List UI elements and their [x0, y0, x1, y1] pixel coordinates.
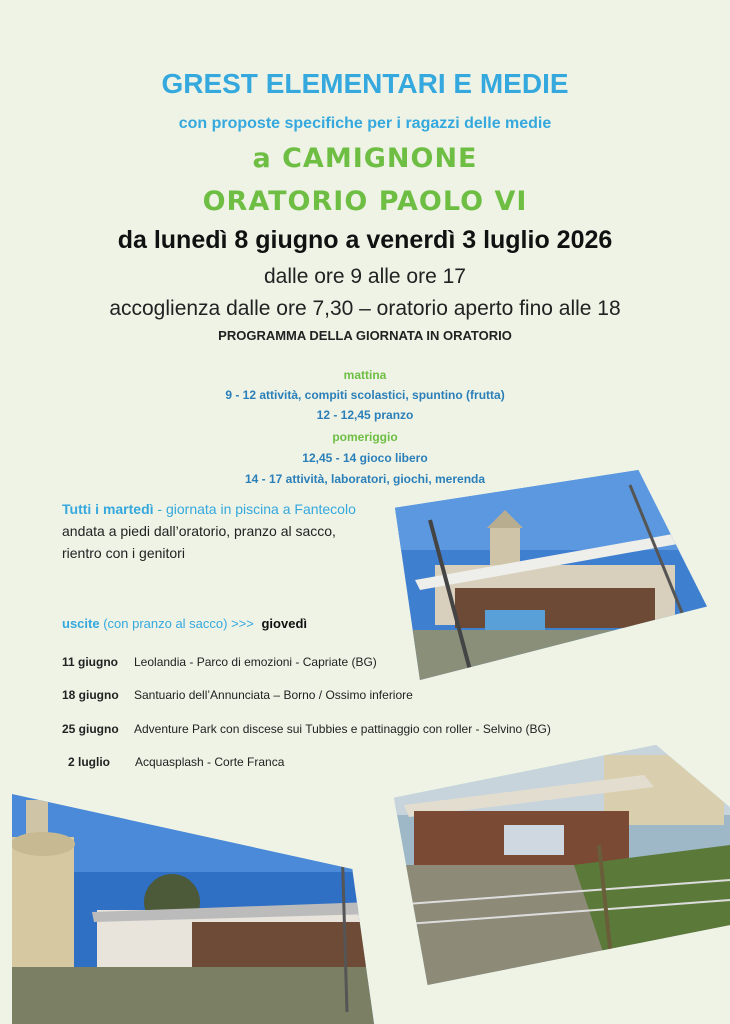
- outing-date: 25 giugno: [62, 722, 119, 736]
- outing-date: 11 giugno: [62, 655, 119, 669]
- outing-desc: Santuario dell’Annunciata – Borno / Ossimo inferiore: [134, 688, 413, 702]
- tuesday-line: [62, 501, 356, 517]
- outing-date: 2 luglio: [68, 755, 110, 769]
- location-line: a CAMIGNONE: [252, 143, 478, 174]
- list-item: [62, 655, 377, 669]
- afternoon-label: pomeriggio: [332, 430, 398, 444]
- oratory-photo-2: [12, 782, 374, 1024]
- opening-hours: dalle ore 9 alle ore 17: [264, 265, 466, 288]
- outings-day: giovedì: [261, 616, 307, 631]
- outing-desc: Adventure Park con discese sui Tubbies e pattinaggio con roller - Selvino (BG): [134, 722, 551, 736]
- subtitle: con proposte specifiche per i ragazzi delle medie: [178, 115, 552, 132]
- reception-hours: accoglienza dalle ore 7,30 – oratorio aperto fino alle 18: [109, 297, 621, 320]
- outings-label: uscite: [62, 616, 100, 631]
- outing-desc: Acquasplash - Corte Franca: [135, 755, 285, 769]
- date-range: da lunedì 8 giugno a venerdì 3 luglio 2026: [117, 226, 613, 254]
- list-item: [62, 722, 551, 736]
- program-heading: PROGRAMMA DELLA GIORNATA IN ORATORIO: [218, 328, 512, 343]
- morning-activity-2: 12 - 12,45 pranzo: [316, 408, 414, 422]
- list-item: [62, 688, 413, 702]
- tuesday-lead: Tutti i martedì: [62, 501, 154, 517]
- outing-desc: Leolandia - Parco di emozioni - Capriate (BG): [134, 655, 377, 669]
- tuesday-detail-1: andata a piedi dall’oratorio, pranzo al sacco,: [62, 523, 336, 539]
- oratory-photo-3: [394, 745, 730, 985]
- page-title: GREST ELEMENTARI E MEDIE: [161, 68, 569, 99]
- tuesday-detail-2: rientro con i genitori: [62, 545, 185, 561]
- tuesday-rest: - giornata in piscina a Fantecolo: [153, 501, 356, 517]
- outings-note: (con pranzo al sacco) >>>: [99, 616, 258, 631]
- afternoon-activity-1: 12,45 - 14 gioco libero: [302, 451, 428, 465]
- oratory-photo-1: [395, 470, 707, 680]
- outings-heading: [62, 616, 307, 631]
- venue-name: ORATORIO PAOLO VI: [202, 186, 528, 217]
- list-item: [68, 755, 284, 769]
- outing-date: 18 giugno: [62, 688, 119, 702]
- morning-label: mattina: [343, 368, 387, 382]
- afternoon-activity-2: 14 - 17 attività, laboratori, giochi, merenda: [244, 472, 486, 486]
- morning-activity-1: 9 - 12 attività, compiti scolastici, spuntino (frutta): [225, 388, 505, 402]
